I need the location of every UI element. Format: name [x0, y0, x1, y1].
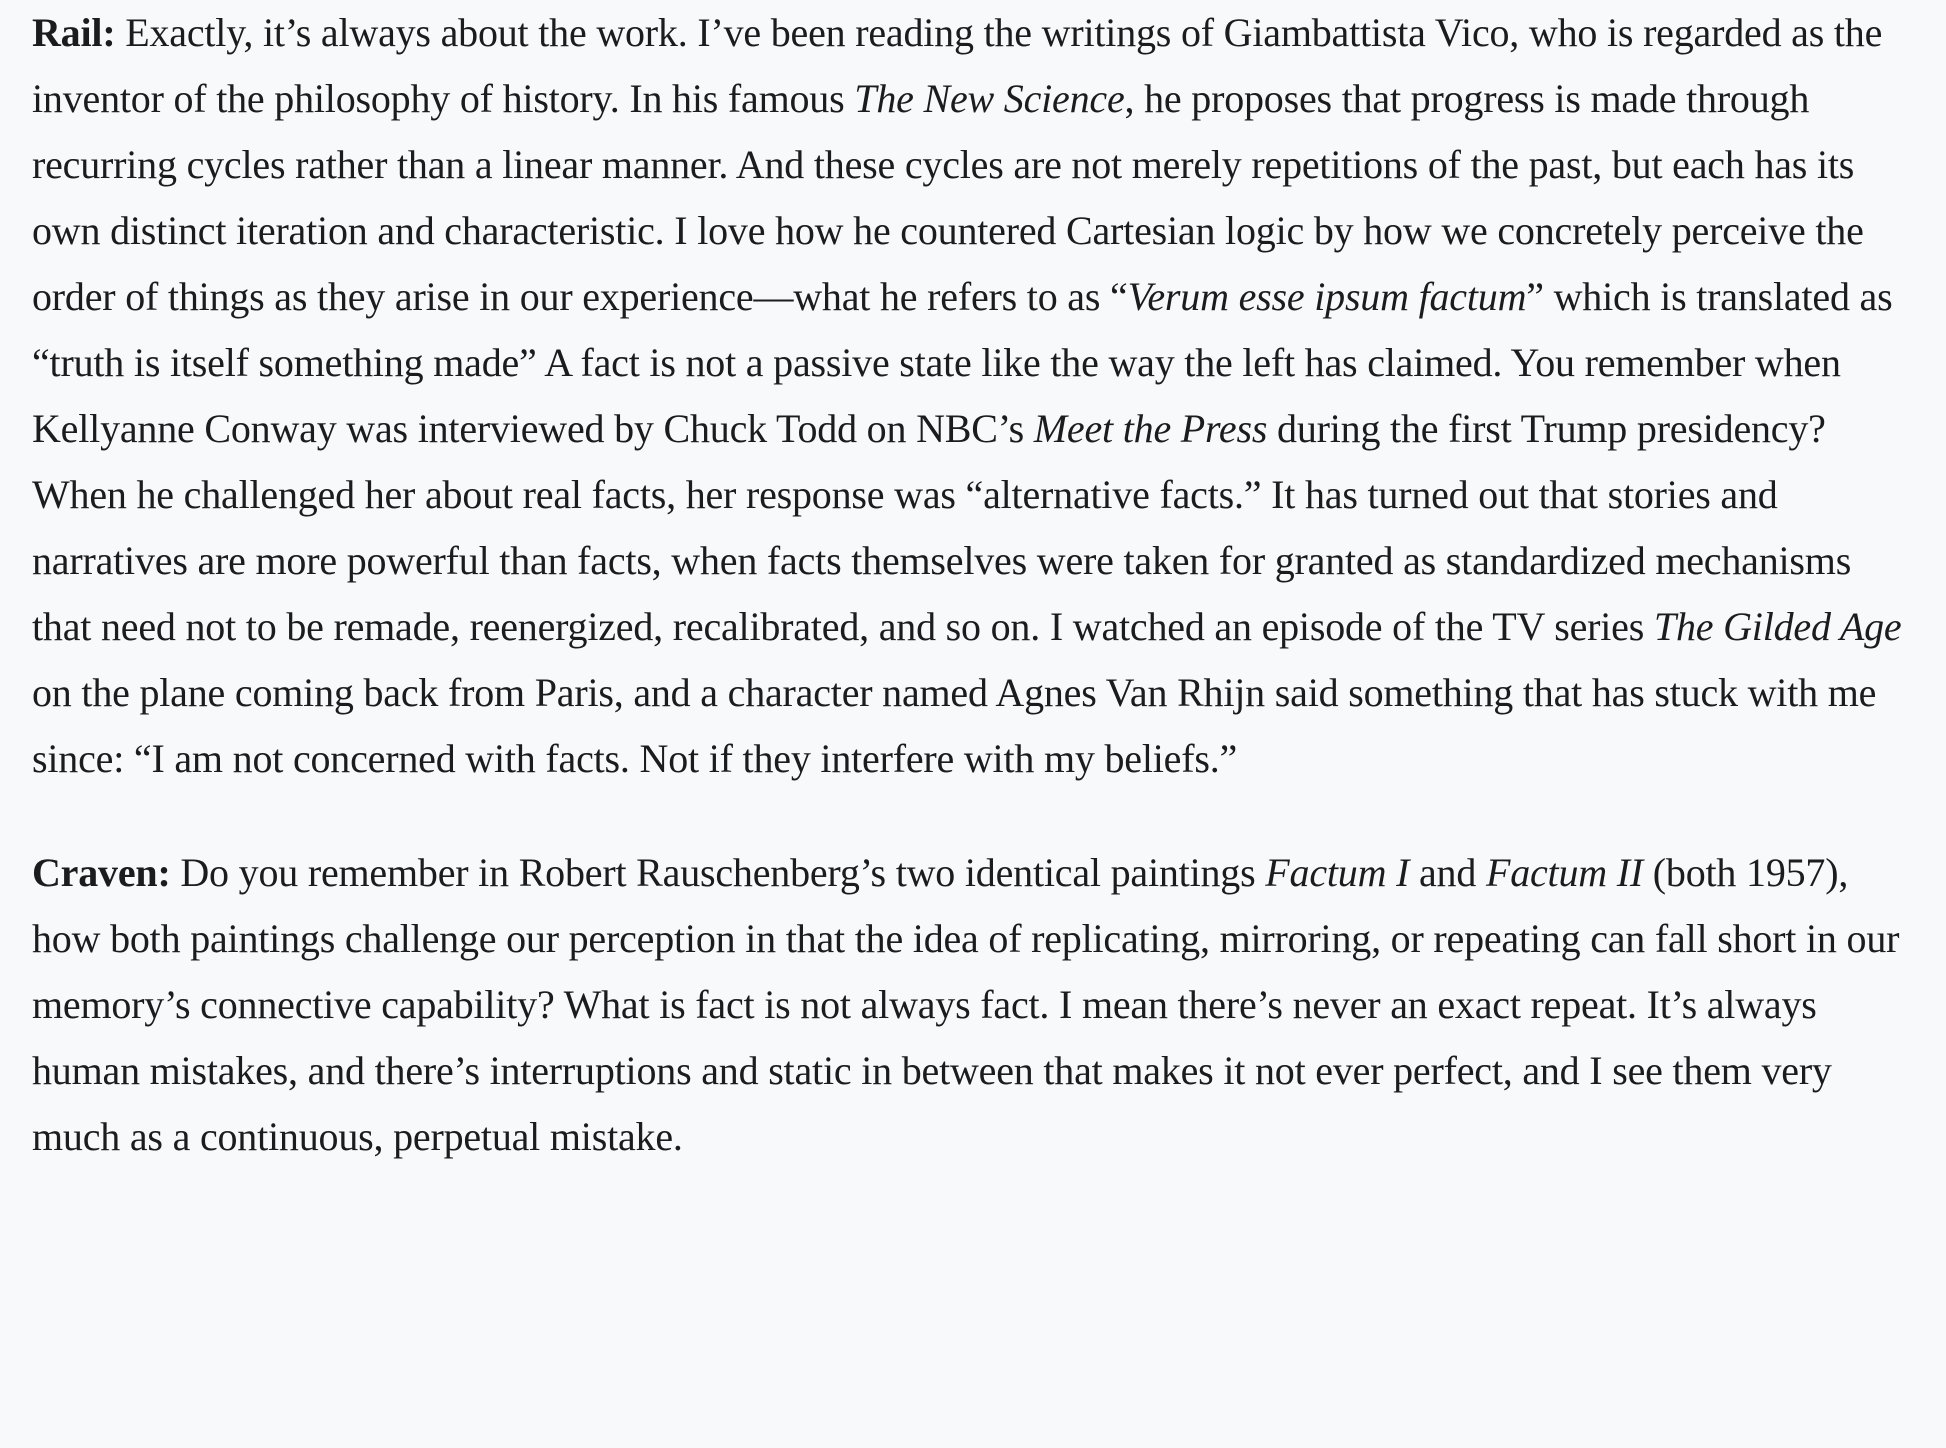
- text-run: on the plane coming back from Paris, and a character named Agnes Van Rhijn said something that has stuck with me since: “I am not concerned with facts. Not if they interfere with my beliefs.”: [32, 670, 1877, 781]
- text-run: ” which is translated as “truth is itself something made” A fact is not a passive state like the way the left has claimed. You remember when Kellyanne Conway was interviewed by Chuck Todd on NBC’s: [32, 274, 1893, 451]
- speaker-label: Rail:: [32, 10, 116, 55]
- interview-paragraph: [32, 840, 1918, 1170]
- cited-title: Factum I: [1265, 850, 1410, 895]
- text-run: , he proposes that progress is made through recurring cycles rather than a linear manner. And these cycles are not merely repetitions of the past, but each has its own distinct iteration and characteristic. I love how he countered Cartesian logic by how we concretely perceive the order of things as they arise in our experience—what he refers to as “: [32, 76, 1864, 319]
- cited-title: Meet the Press: [1033, 406, 1268, 451]
- speaker-label: Craven:: [32, 850, 171, 895]
- cited-title: Verum esse ipsum factum: [1127, 274, 1527, 319]
- cited-title: The New Science: [854, 76, 1125, 121]
- interview-paragraph: [32, 0, 1918, 792]
- cited-title: The Gilded Age: [1653, 604, 1902, 649]
- interview-transcript: [32, 0, 1918, 1170]
- cited-title: Factum II: [1485, 850, 1643, 895]
- text-run: and: [1409, 850, 1486, 895]
- text-run: during the first Trump presidency? When he challenged her about real facts, her response was “alternative facts.” It has turned out that stories and narratives are more powerful than facts, when facts themselves were taken for granted as standardized mechanisms that need not to be remade, reenergized, recalibrated, and so on. I watched an episode of the TV series: [32, 406, 1852, 649]
- text-run: Do you remember in Robert Rauschenberg’s two identical paintings: [170, 850, 1266, 895]
- text-run: (both 1957), how both paintings challenge our perception in that the idea of replicating, mirroring, or repeating can fall short in our memory’s connective capability? What is fact is not always fact. I mean there’s never an exact repeat. It’s always human mistakes, and there’s interruptions and static in between that makes it not ever perfect, and I see them very much as a continuous, perpetual mistake.: [32, 850, 1900, 1159]
- text-run: Exactly, it’s always about the work. I’ve been reading the writings of Giambattista Vico, who is regarded as the inventor of the philosophy of history. In his famous: [32, 10, 1883, 121]
